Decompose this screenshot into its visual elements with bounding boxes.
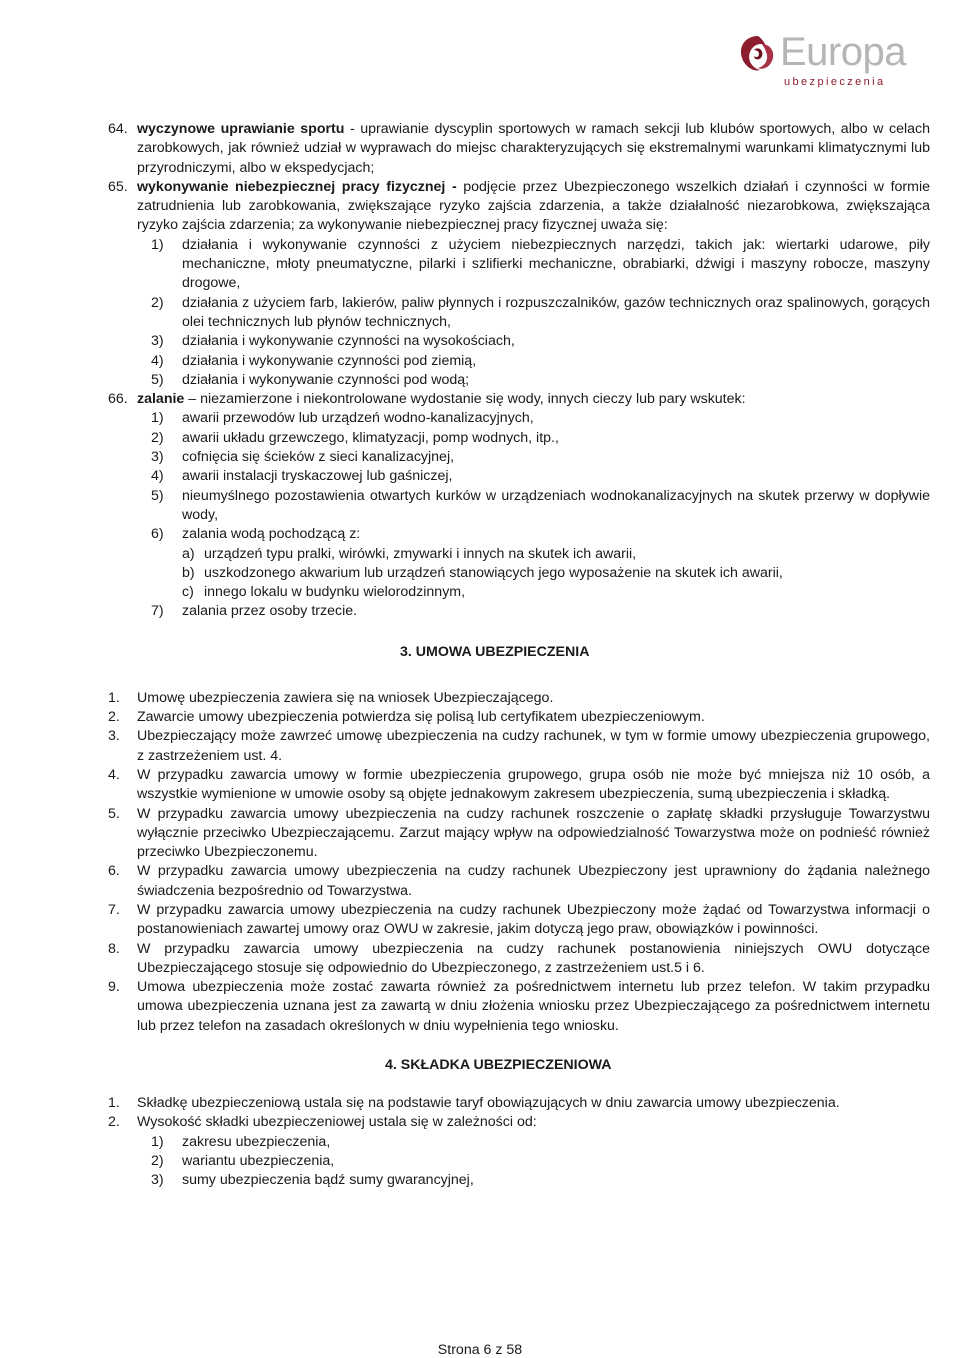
list-item xyxy=(108,467,930,486)
list-subitem xyxy=(108,583,930,602)
list-item-number: 2) xyxy=(151,429,164,446)
list-item-number: 2. xyxy=(108,709,120,726)
list-item xyxy=(108,332,930,351)
list-item-number: 1) xyxy=(151,236,164,253)
list-subitem-letter: b) xyxy=(182,564,195,581)
list-item-text: W przypadku zawarcia umowy ubezpieczenia na cudzy rachunek roszczenie o zapłatę składki przysługuje Towarzystwu wyłącznie przeciwko Ubezpieczającemu. Zarzut mający wpływ na odpowiedzialność Towarzystwa może on podnieść również przeciwko Ubezpieczonemu. xyxy=(137,805,930,861)
list-item xyxy=(108,409,930,428)
list-item-number: 1) xyxy=(151,410,164,427)
list-item xyxy=(108,1094,930,1113)
list-item xyxy=(108,766,930,805)
list-item-text: działania z użyciem farb, lakierów, paliw płynnych i rozpuszczalników, gazów technicznych oraz spalinowych, gorących olei technicznych lub płynów technicznych, xyxy=(182,294,930,330)
document-body xyxy=(108,120,930,1191)
list-item xyxy=(108,1113,930,1132)
section-title: 4. SKŁADKA UBEZPIECZENIOWA xyxy=(385,1057,612,1074)
list-item-text: działania i wykonywanie czynności z użyciem niebezpiecznych narzędzi, takich jak: wiertarki udarowe, piły mechaniczne, młoty pneumatyczne, pilarki i szlifierki mechaniczne, obrabiarki, dźwigi i maszyny robocze, maszyny drogowe, xyxy=(182,236,930,292)
list-item-text: cofnięcia się ścieków z sieci kanalizacyjnej, xyxy=(182,449,455,466)
definition-65 xyxy=(108,178,930,236)
list-item xyxy=(108,862,930,901)
list-item-number: 2) xyxy=(151,294,164,311)
list-item xyxy=(108,429,930,448)
list-item xyxy=(108,602,930,621)
list-item xyxy=(108,236,930,294)
list-item-text: Umowa ubezpieczenia może zostać zawarta również za pośrednictwem internetu lub przez telefon. W takim przypadku umowa ubezpieczenia uznana jest za zawartą w dniu złożenia wniosku przez Ubezpieczającego za pośrednictwem internetu lub przez telefon na zasadach określonych w dniu wypełnienia tego wniosku. xyxy=(137,979,930,1034)
list-item-text: działania i wykonywanie czynności na wysokościach, xyxy=(182,333,515,350)
logo-wordmark: Europa xyxy=(780,30,906,74)
list-item-text: W przypadku zawarcia umowy ubezpieczenia na cudzy rachunek Ubezpieczony może żądać od Towarzystwa informacji o postanowieniach zawartej umowy oraz OWU w zakresie, jakim dotyczą jego praw, obowiązków i powinności. xyxy=(137,901,930,938)
list-subitem-letter: c) xyxy=(182,584,194,601)
definition-64 xyxy=(108,120,930,178)
europa-logo xyxy=(736,30,946,90)
list-item-number: 4) xyxy=(151,352,164,369)
definition-text: niezamierzone i niekontrolowane wydostanie się wody, innych cieczy lub pary wskutek: xyxy=(200,391,746,408)
list-item-text: awarii przewodów lub urządzeń wodno-kanalizacyjnych, xyxy=(182,410,534,427)
definition-text: podjęcie przez Ubezpieczonego wszelkich działań i czynności w formie zatrudnienia lub zarobkowania, zwiększające ryzyko zajścia zdarzenia, a także działalność niezarobkowa, zwiększająca ryzyko zajścia zdarzenia; za wykonywanie niebezpiecznej pracy fizycznej uważa się: xyxy=(137,178,930,234)
definition-term: wyczynowe uprawianie sportu xyxy=(137,121,345,137)
list-item-number: 6. xyxy=(108,863,120,880)
page-footer xyxy=(0,1342,960,1358)
list-item-text: zakresu ubezpieczenia, xyxy=(182,1133,331,1150)
definition-term: wykonywanie niebezpiecznej pracy fizycznej - xyxy=(137,178,457,195)
section-heading xyxy=(108,1056,930,1075)
list-item-number: 1. xyxy=(108,689,120,706)
list-item-text: Umowę ubezpieczenia zawiera się na wniosek Ubezpieczającego. xyxy=(137,689,554,706)
list-item-text: zalania wodą pochodzącą z: xyxy=(182,526,361,543)
list-item xyxy=(108,1133,930,1152)
list-item-number: 4) xyxy=(151,468,164,485)
list-item xyxy=(108,708,930,727)
list-item-text: awarii układu grzewczego, klimatyzacji, pomp wodnych, itp., xyxy=(182,429,559,446)
rose-icon xyxy=(736,30,780,80)
definition-number: 64. xyxy=(108,121,128,137)
list-item xyxy=(108,371,930,390)
list-item-text: W przypadku zawarcia umowy w formie ubezpieczenia grupowego, grupa osób nie może być mniejsza niż 10 osób, a wszystkie wymienione w umowie osoby są objęte jednakowym zakresem ubezpieczenia, sumą ubezpieczenia i składką. xyxy=(137,766,930,803)
list-item-text: działania i wykonywanie czynności pod wodą; xyxy=(182,371,470,388)
definition-66 xyxy=(108,390,930,409)
list-subitem-text: urządzeń typu pralki, wirówki, zmywarki i innych na skutek ich awarii, xyxy=(204,545,637,562)
definition-number: 66. xyxy=(108,391,128,408)
list-item-number: 8. xyxy=(108,940,120,957)
list-item-number: 2. xyxy=(108,1114,120,1131)
list-item xyxy=(108,1171,930,1190)
list-item-number: 3. xyxy=(108,728,120,745)
list-item xyxy=(108,978,930,1036)
list-item-text: Składkę ubezpieczeniową ustala się na podstawie taryf obowiązujących w dniu zawarcia umowy ubezpieczenia. xyxy=(137,1095,840,1112)
list-subitem-text: innego lokalu w budynku wielorodzinnym, xyxy=(204,584,466,601)
list-item xyxy=(108,487,930,526)
list-item xyxy=(108,448,930,467)
list-item-text: W przypadku zawarcia umowy ubezpieczenia na cudzy rachunek postanowienia niniejszych OWU dotyczące Ubezpieczającego stosuje się odpowiednio do Ubezpieczonego, z zastrzeżeniem ust.5 i 6. xyxy=(137,940,930,976)
definition-term: zalanie xyxy=(137,391,185,408)
list-item-text: zalania przez osoby trzecie. xyxy=(182,603,358,620)
section-title: 3. UMOWA UBEZPIECZENIA xyxy=(400,643,590,660)
list-item-number: 2) xyxy=(151,1152,164,1169)
list-item xyxy=(108,689,930,708)
section-heading xyxy=(108,643,930,662)
list-subitem-text: uszkodzonego akwarium lub urządzeń stanowiących jego wyposażenie na skutek ich awarii, xyxy=(204,564,783,581)
list-item-text: Ubezpieczający może zawrzeć umowę ubezpieczenia na cudzy rachunek, w tym w formie umowy ubezpieczenia grupowego, z zastrzeżeniem ust. 4. xyxy=(137,728,930,764)
list-item-number: 5. xyxy=(108,805,120,822)
list-item-text: nieumyślnego pozostawienia otwartych kurków w urządzeniach wodnokanalizacyjnych na skutek przerwy w dopływie wody, xyxy=(182,487,930,523)
list-item-text: W przypadku zawarcia umowy ubezpieczenia na cudzy rachunek Ubezpieczony jest uprawniony do żądania należnego świadczenia bezpośrednio od Towarzystwa. xyxy=(137,863,930,899)
list-item-number: 1. xyxy=(108,1095,120,1112)
list-subitem-letter: a) xyxy=(182,545,195,562)
list-item-number: 5) xyxy=(151,487,164,504)
list-item-number: 9. xyxy=(108,979,120,996)
list-item xyxy=(108,940,930,979)
list-item-text: Zawarcie umowy ubezpieczenia potwierdza się polisą lub certyfikatem ubezpieczeniowym. xyxy=(137,709,705,726)
list-item-number: 6) xyxy=(151,526,164,543)
list-item-number: 5) xyxy=(151,371,164,388)
list-item xyxy=(108,901,930,940)
list-item-number: 3) xyxy=(151,449,164,466)
list-item-number: 1) xyxy=(151,1133,164,1150)
logo-subtitle: ubezpieczenia xyxy=(784,76,886,88)
definition-separator: – xyxy=(184,391,201,408)
list-item-text: Wysokość składki ubezpieczeniowej ustala się w zależności od: xyxy=(137,1114,537,1131)
list-subitem xyxy=(108,564,930,583)
list-item xyxy=(108,294,930,333)
list-item-text: awarii instalacji tryskaczowej lub gaśniczej, xyxy=(182,468,453,485)
definition-number: 65. xyxy=(108,178,128,195)
list-item-text: wariantu ubezpieczenia, xyxy=(182,1152,335,1169)
list-item xyxy=(108,352,930,371)
list-item-number: 7) xyxy=(151,603,164,620)
definition-separator: - xyxy=(344,121,361,137)
list-item xyxy=(108,1152,930,1171)
list-item-text: działania i wykonywanie czynności pod ziemią, xyxy=(182,352,477,369)
list-item-number: 3) xyxy=(151,333,164,350)
page-number: Strona 6 z 58 xyxy=(437,1342,523,1358)
list-item-number: 7. xyxy=(108,901,120,918)
definition-text: uprawianie dyscyplin sportowych w ramach sekcji lub klubów sportowych, albo w celach zarobkowych, jak również udział w wyprawach do miejsc charakteryzujących się ekstremalnymi warunkami klimatycznymi lub przyrodniczymi, albo w ekspedycjach; xyxy=(137,121,930,176)
list-subitem xyxy=(108,545,930,564)
list-item xyxy=(108,525,930,544)
list-item-text: sumy ubezpieczenia bądź sumy gwarancyjnej, xyxy=(182,1172,474,1189)
list-item xyxy=(108,727,930,766)
list-item-number: 3) xyxy=(151,1172,164,1189)
list-item xyxy=(108,805,930,863)
list-item-number: 4. xyxy=(108,766,120,783)
